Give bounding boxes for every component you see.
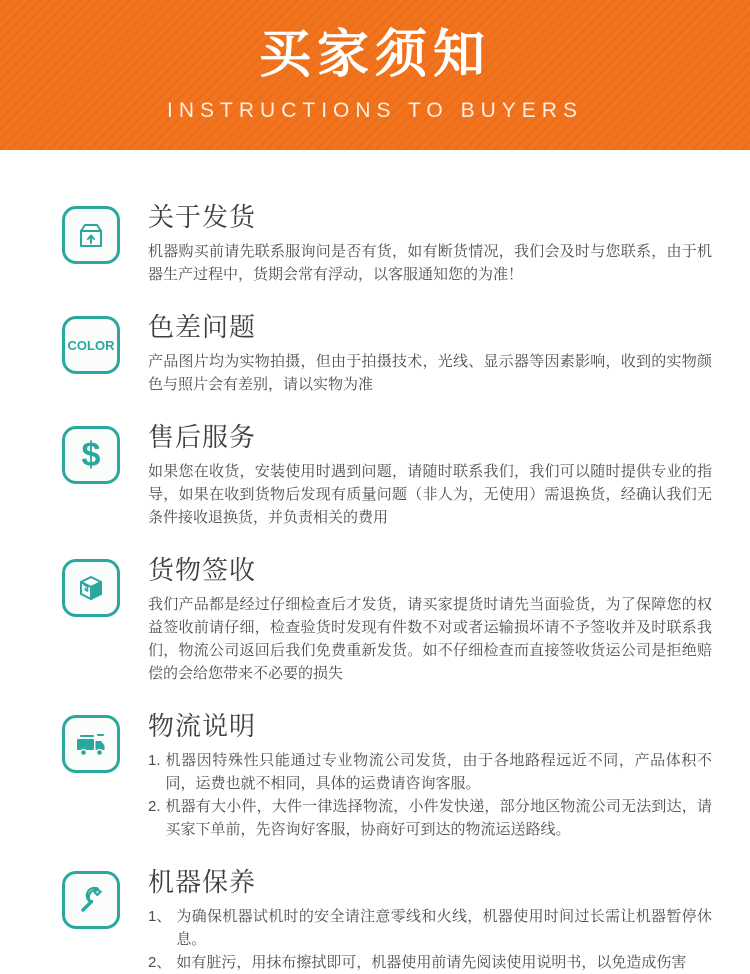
section-list [148, 905, 712, 974]
list-number: 1. [148, 752, 161, 769]
truck-icon [62, 715, 120, 773]
header-banner [0, 0, 750, 150]
section-body: 如果您在收货，安装使用时遇到问题，请随时联系我们，我们可以随时提供专业的指导，如果在收到货物后发现有质量问题（非人为，无使用）需退换货，经确认我们无条件接收退换货，并负责相关的费用 [148, 463, 712, 526]
dollar-icon [62, 426, 120, 484]
section-title: 售后服务 [148, 422, 257, 452]
list-text: 机器有大小件，大件一律选择物流，小件发快递，部分地区物流公司无法到达，请买家下单前，先咨询好客服，协商好可到达的物流运送路线。 [165, 798, 712, 838]
section-logistics [62, 709, 712, 841]
section-color-difference [62, 310, 712, 396]
section-body: 我们产品都是经过仔细检查后才发货，请买家提货时请先当面验货，为了保障您的权益签收前请仔细，检查验货时发现有件数不对或者运输损坏请不予签收并及时联系我们，物流公司返回后我们免费重新发货。如不仔细检查而直接签收货运公司是拒绝赔偿的会给您带来不必要的损失 [148, 596, 712, 682]
list-item [148, 951, 712, 974]
section-title: 物流说明 [148, 711, 257, 741]
section-body: 产品图片均为实物拍摄，但由于拍摄技术，光线、显示器等因素影响，收到的实物颜色与照片会有差别，请以实物为准 [148, 353, 712, 393]
list-text: 如有脏污，用抹布擦拭即可，机器使用前请先阅读使用说明书，以免造成伤害 [176, 954, 687, 971]
wrench-icon [62, 871, 120, 929]
section-list [148, 749, 712, 841]
list-number: 2. [148, 798, 161, 815]
page-subtitle: INSTRUCTIONS TO BUYERS [167, 98, 583, 122]
notice-sections [0, 150, 750, 974]
list-number: 2、 [148, 954, 172, 971]
dollar-icon-glyph: $ [81, 436, 101, 474]
list-item [148, 905, 712, 951]
section-body: 机器购买前请先联系服询问是否有货，如有断货情况，我们会及时与您联系，由于机器生产过程中，货期会常有浮动，以客服通知您的为准！ [148, 243, 712, 283]
list-number: 1、 [148, 908, 172, 925]
section-maintenance [62, 865, 712, 974]
section-title: 货物签收 [148, 555, 257, 585]
list-text: 为确保机器试机时的安全请注意零线和火线，机器使用时间过长需让机器暂停休息。 [176, 908, 712, 948]
package-icon [62, 206, 120, 264]
list-item [148, 749, 712, 795]
cube-icon [62, 559, 120, 617]
section-title: 色差问题 [148, 312, 257, 342]
color-swatch-icon [62, 316, 120, 374]
section-title: 机器保养 [148, 867, 257, 897]
list-text: 机器因特殊性只能通过专业物流公司发货，由于各地路程远近不同，产品体积不同，运费也就不相同，具体的运费请咨询客服。 [165, 752, 712, 792]
section-title: 关于发货 [148, 202, 257, 232]
page-title: 买家须知 [258, 26, 491, 85]
section-goods-receipt [62, 553, 712, 685]
section-shipping [62, 200, 712, 286]
list-item [148, 795, 712, 841]
section-after-sales [62, 420, 712, 529]
color-icon-label: COLOR [67, 337, 115, 353]
